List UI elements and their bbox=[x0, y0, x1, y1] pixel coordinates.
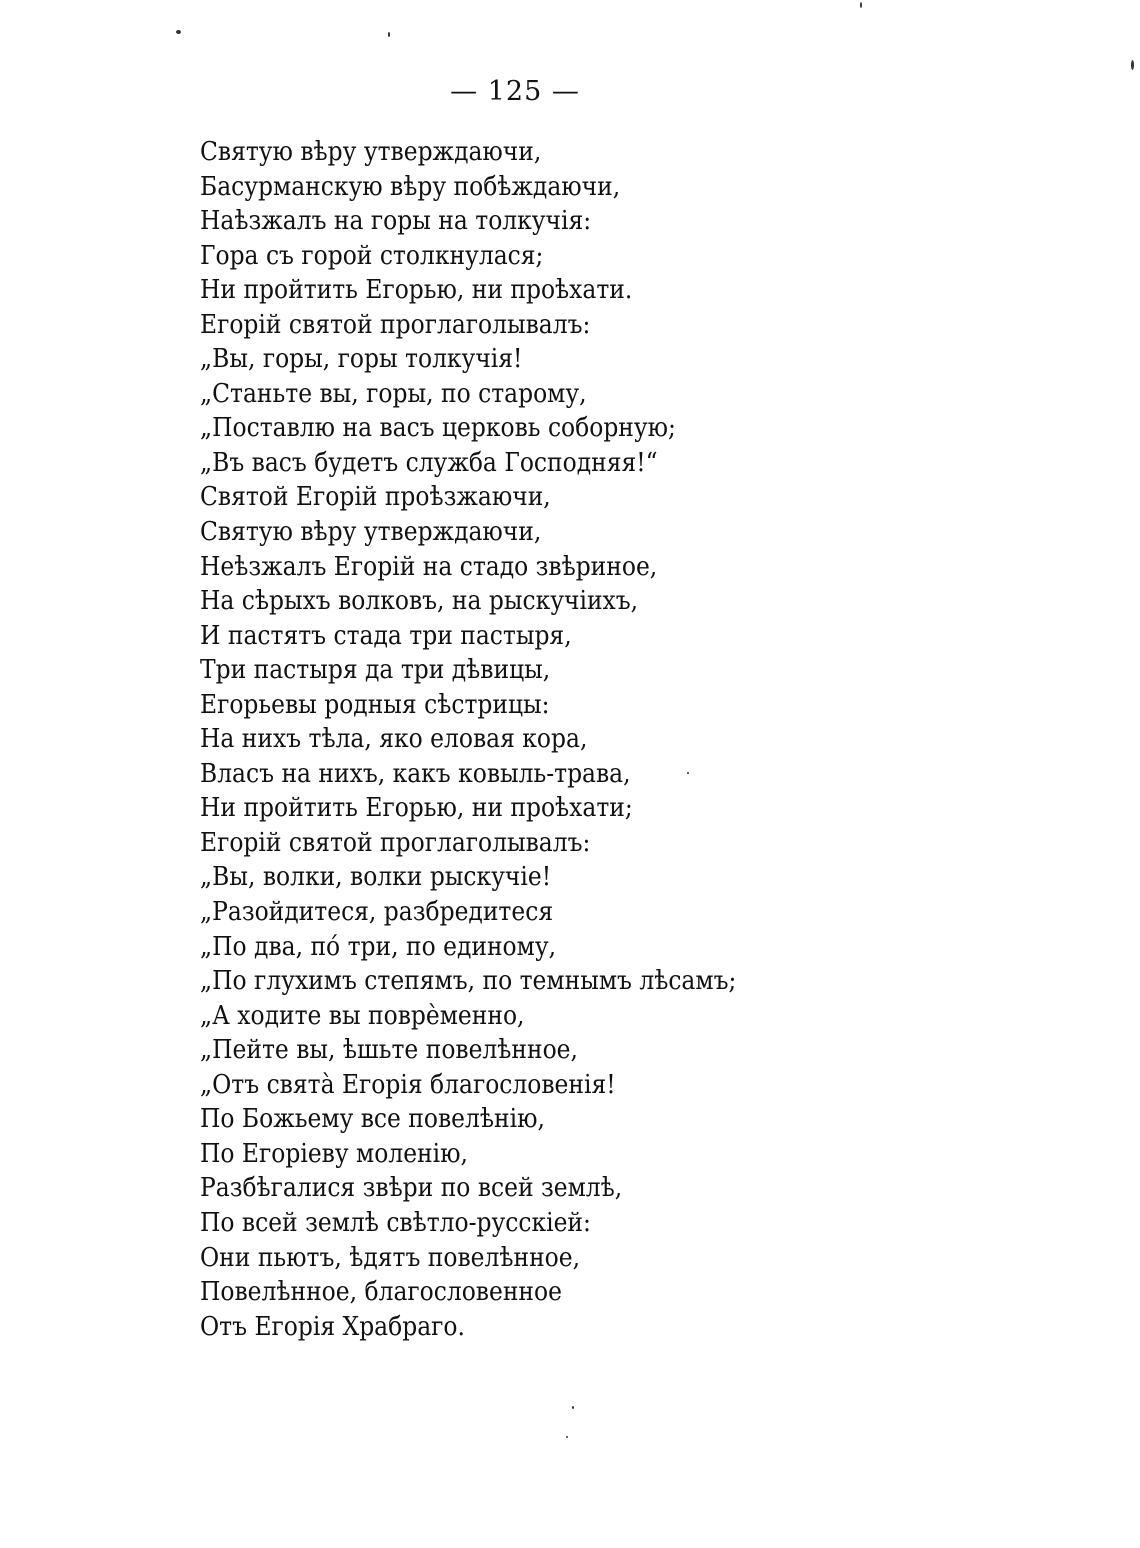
text-line: „Вы, горы, горы толкучія! bbox=[200, 344, 523, 375]
scan-speck bbox=[176, 30, 181, 34]
scan-speck bbox=[388, 32, 390, 37]
text-line: И пастятъ стада три пастыря, bbox=[200, 620, 572, 651]
text-line: По Егоріеву моленію, bbox=[200, 1138, 468, 1169]
text-line: Гора съ горой столкнулася; bbox=[200, 240, 544, 271]
text-line: Ни пройтить Егорью, ни проѣхати; bbox=[200, 793, 633, 824]
text-line: Разбѣгалися звѣри по всей землѣ, bbox=[200, 1173, 623, 1204]
scan-speck bbox=[687, 772, 689, 774]
text-line: Наѣзжалъ на горы на толкучія: bbox=[200, 206, 592, 237]
text-line: „Отъ свята̀ Егорія благословенія! bbox=[200, 1069, 616, 1100]
text-line: Неѣзжалъ Егорій на стадо звѣриное, bbox=[200, 551, 658, 582]
text-line: „По два, по́ три, по единому, bbox=[200, 931, 557, 962]
scan-speck bbox=[1131, 60, 1134, 70]
text-line: „По глухимъ степямъ, по темнымъ лѣсамъ; bbox=[200, 966, 737, 997]
text-line: „Разойдитеся, разбредитеся bbox=[200, 897, 554, 928]
text-line: „Вы, волки, волки рыскучіе! bbox=[200, 862, 552, 893]
text-line: Власъ на нихъ, какъ ковыль-трава, bbox=[200, 758, 631, 789]
text-line: Святую вѣру утверждаючи, bbox=[200, 137, 542, 167]
scan-speck bbox=[860, 2, 862, 8]
poem-text bbox=[200, 135, 796, 1344]
scan-speck bbox=[572, 1406, 574, 1409]
text-line: Егорій святой проглаголывалъ: bbox=[200, 827, 591, 858]
text-line: Три пастыря да три дѣвицы, bbox=[200, 655, 551, 686]
text-line: Повелѣнное, благословенное bbox=[200, 1277, 562, 1308]
text-line: Басурманскую вѣру побѣждаючи, bbox=[200, 171, 621, 202]
text-line: По Божьему все повелѣнію, bbox=[200, 1104, 545, 1135]
text-line: Святую вѣру утверждаючи, bbox=[200, 517, 542, 548]
text-line: Отъ Егорія Храбраго. bbox=[200, 1311, 465, 1342]
scan-speck bbox=[566, 1436, 568, 1438]
text-line: На нихъ тѣла, яко еловая кора, bbox=[200, 724, 588, 755]
text-line: „Станьте вы, горы, по старому, bbox=[200, 378, 587, 409]
text-line: Святой Егорій проѣзжаючи, bbox=[200, 482, 551, 513]
text-line: По всей землѣ свѣтло-русскіей: bbox=[200, 1207, 591, 1238]
text-line: Ни пройтить Егорью, ни проѣхати. bbox=[200, 275, 633, 306]
text-line: „Въ васъ будетъ служба Господняя!“ bbox=[200, 447, 658, 478]
text-line: Егорьевы родныя сѣстрицы: bbox=[200, 689, 550, 720]
text-line: „Поставлю на васъ церковь соборную; bbox=[200, 413, 676, 444]
text-line: „Пейте вы, ѣшьте повелѣнное, bbox=[200, 1035, 578, 1066]
page-number: — 125 — bbox=[450, 76, 580, 107]
text-line: На сѣрыхъ волковъ, на рыскучіихъ, bbox=[200, 586, 639, 617]
text-line: „А ходите вы поврѐменно, bbox=[200, 1000, 525, 1031]
text-line: Егорій святой проглаголывалъ: bbox=[200, 309, 591, 340]
text-line: Они пьютъ, ѣдятъ повелѣнное, bbox=[200, 1242, 581, 1273]
